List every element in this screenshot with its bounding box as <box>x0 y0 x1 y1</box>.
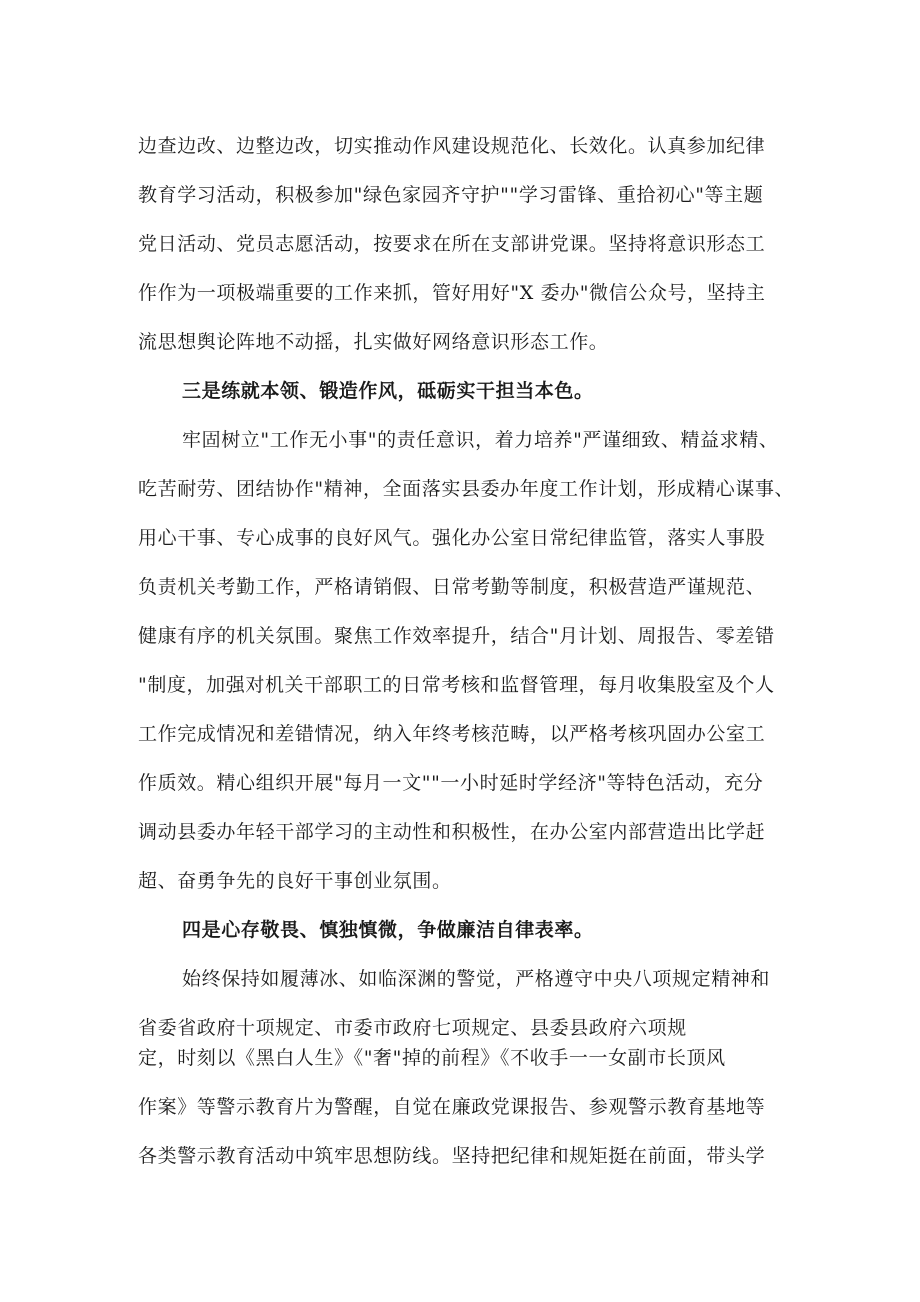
paragraph-line: 作质效。精心组织开展"每月一文""一小时延时学经济"等特色活动，充分 <box>138 772 764 794</box>
paragraph-line: 调动县委办年轻干部学习的主动性和积极性，在办公室内部营造出比学赶 <box>138 821 766 843</box>
paragraph-line: 作案》等警示教育片为警醒，自觉在廉政党课报告、参观警示教育基地等 <box>138 1096 766 1118</box>
paragraph-line: 用心干事、专心成事的良好风气。强化办公室日常纪律监管，落实人事股 <box>138 527 766 549</box>
paragraph-line: 各类警示教育活动中筑牢思想防线。坚持把纪律和规矩挺在前面，带头学 <box>138 1145 766 1167</box>
paragraph-line: 健康有序的机关氛围。聚焦工作效率提升，结合"月计划、周报告、零差错 <box>138 625 775 647</box>
paragraph-line: 始终保持如履薄冰、如临深渊的警觉，严格遵守中央八项规定精神和 <box>182 968 771 990</box>
paragraph-line: 党日活动、党员志愿活动，按要求在所在支部讲党课。坚持将意识形态工 <box>138 233 766 255</box>
paragraph-line: 定，时刻以《黑白人生》《"奢"掉的前程》《不收手一一女副市长顶风 <box>138 1047 726 1069</box>
paragraph-line: "制度，加强对机关干部职工的日常考核和监督管理，每月收集股室及个人 <box>138 674 775 696</box>
section-heading-3: 三是练就本领、锻造作风，砥砺实干担当本色。 <box>182 380 594 402</box>
paragraph-line: 教育学习活动，积极参加"绿色家园齐守护""学习雷锋、重拾初心"等主题 <box>138 184 764 206</box>
paragraph-line: 省委省政府十项规定、市委市政府七项规定、县委县政府六项规 <box>138 1017 687 1039</box>
section-heading-4: 四是心存敬畏、慎独慎微，争做廉洁自律表率。 <box>182 919 594 941</box>
paragraph-line: 边查边改、边整边改，切实推动作风建设规范化、长效化。认真参加纪律 <box>138 135 766 157</box>
paragraph-line: 负责机关考勤工作，严格请销假、日常考勤等制度，积极营造严谨规范、 <box>138 576 766 598</box>
paragraph-line: 作作为一项极端重要的工作来抓，管好用好"X 委办"微信公众号，坚持主 <box>138 282 766 304</box>
paragraph-line: 牢固树立"工作无小事"的责任意识，着力培养"严谨细致、精益求精、 <box>182 429 779 451</box>
paragraph-line: 流思想舆论阵地不动摇，扎实做好网络意识形态工作。 <box>138 331 609 353</box>
paragraph-line: 工作完成情况和差错情况，纳入年终考核范畴，以严格考核巩固办公室工 <box>138 723 766 745</box>
paragraph-line: 超、奋勇争先的良好干事创业氛围。 <box>138 870 452 892</box>
paragraph-line: 吃苦耐劳、团结协作"精神，全面落实县委办年度工作计划，形成精心谋事、 <box>138 478 795 500</box>
